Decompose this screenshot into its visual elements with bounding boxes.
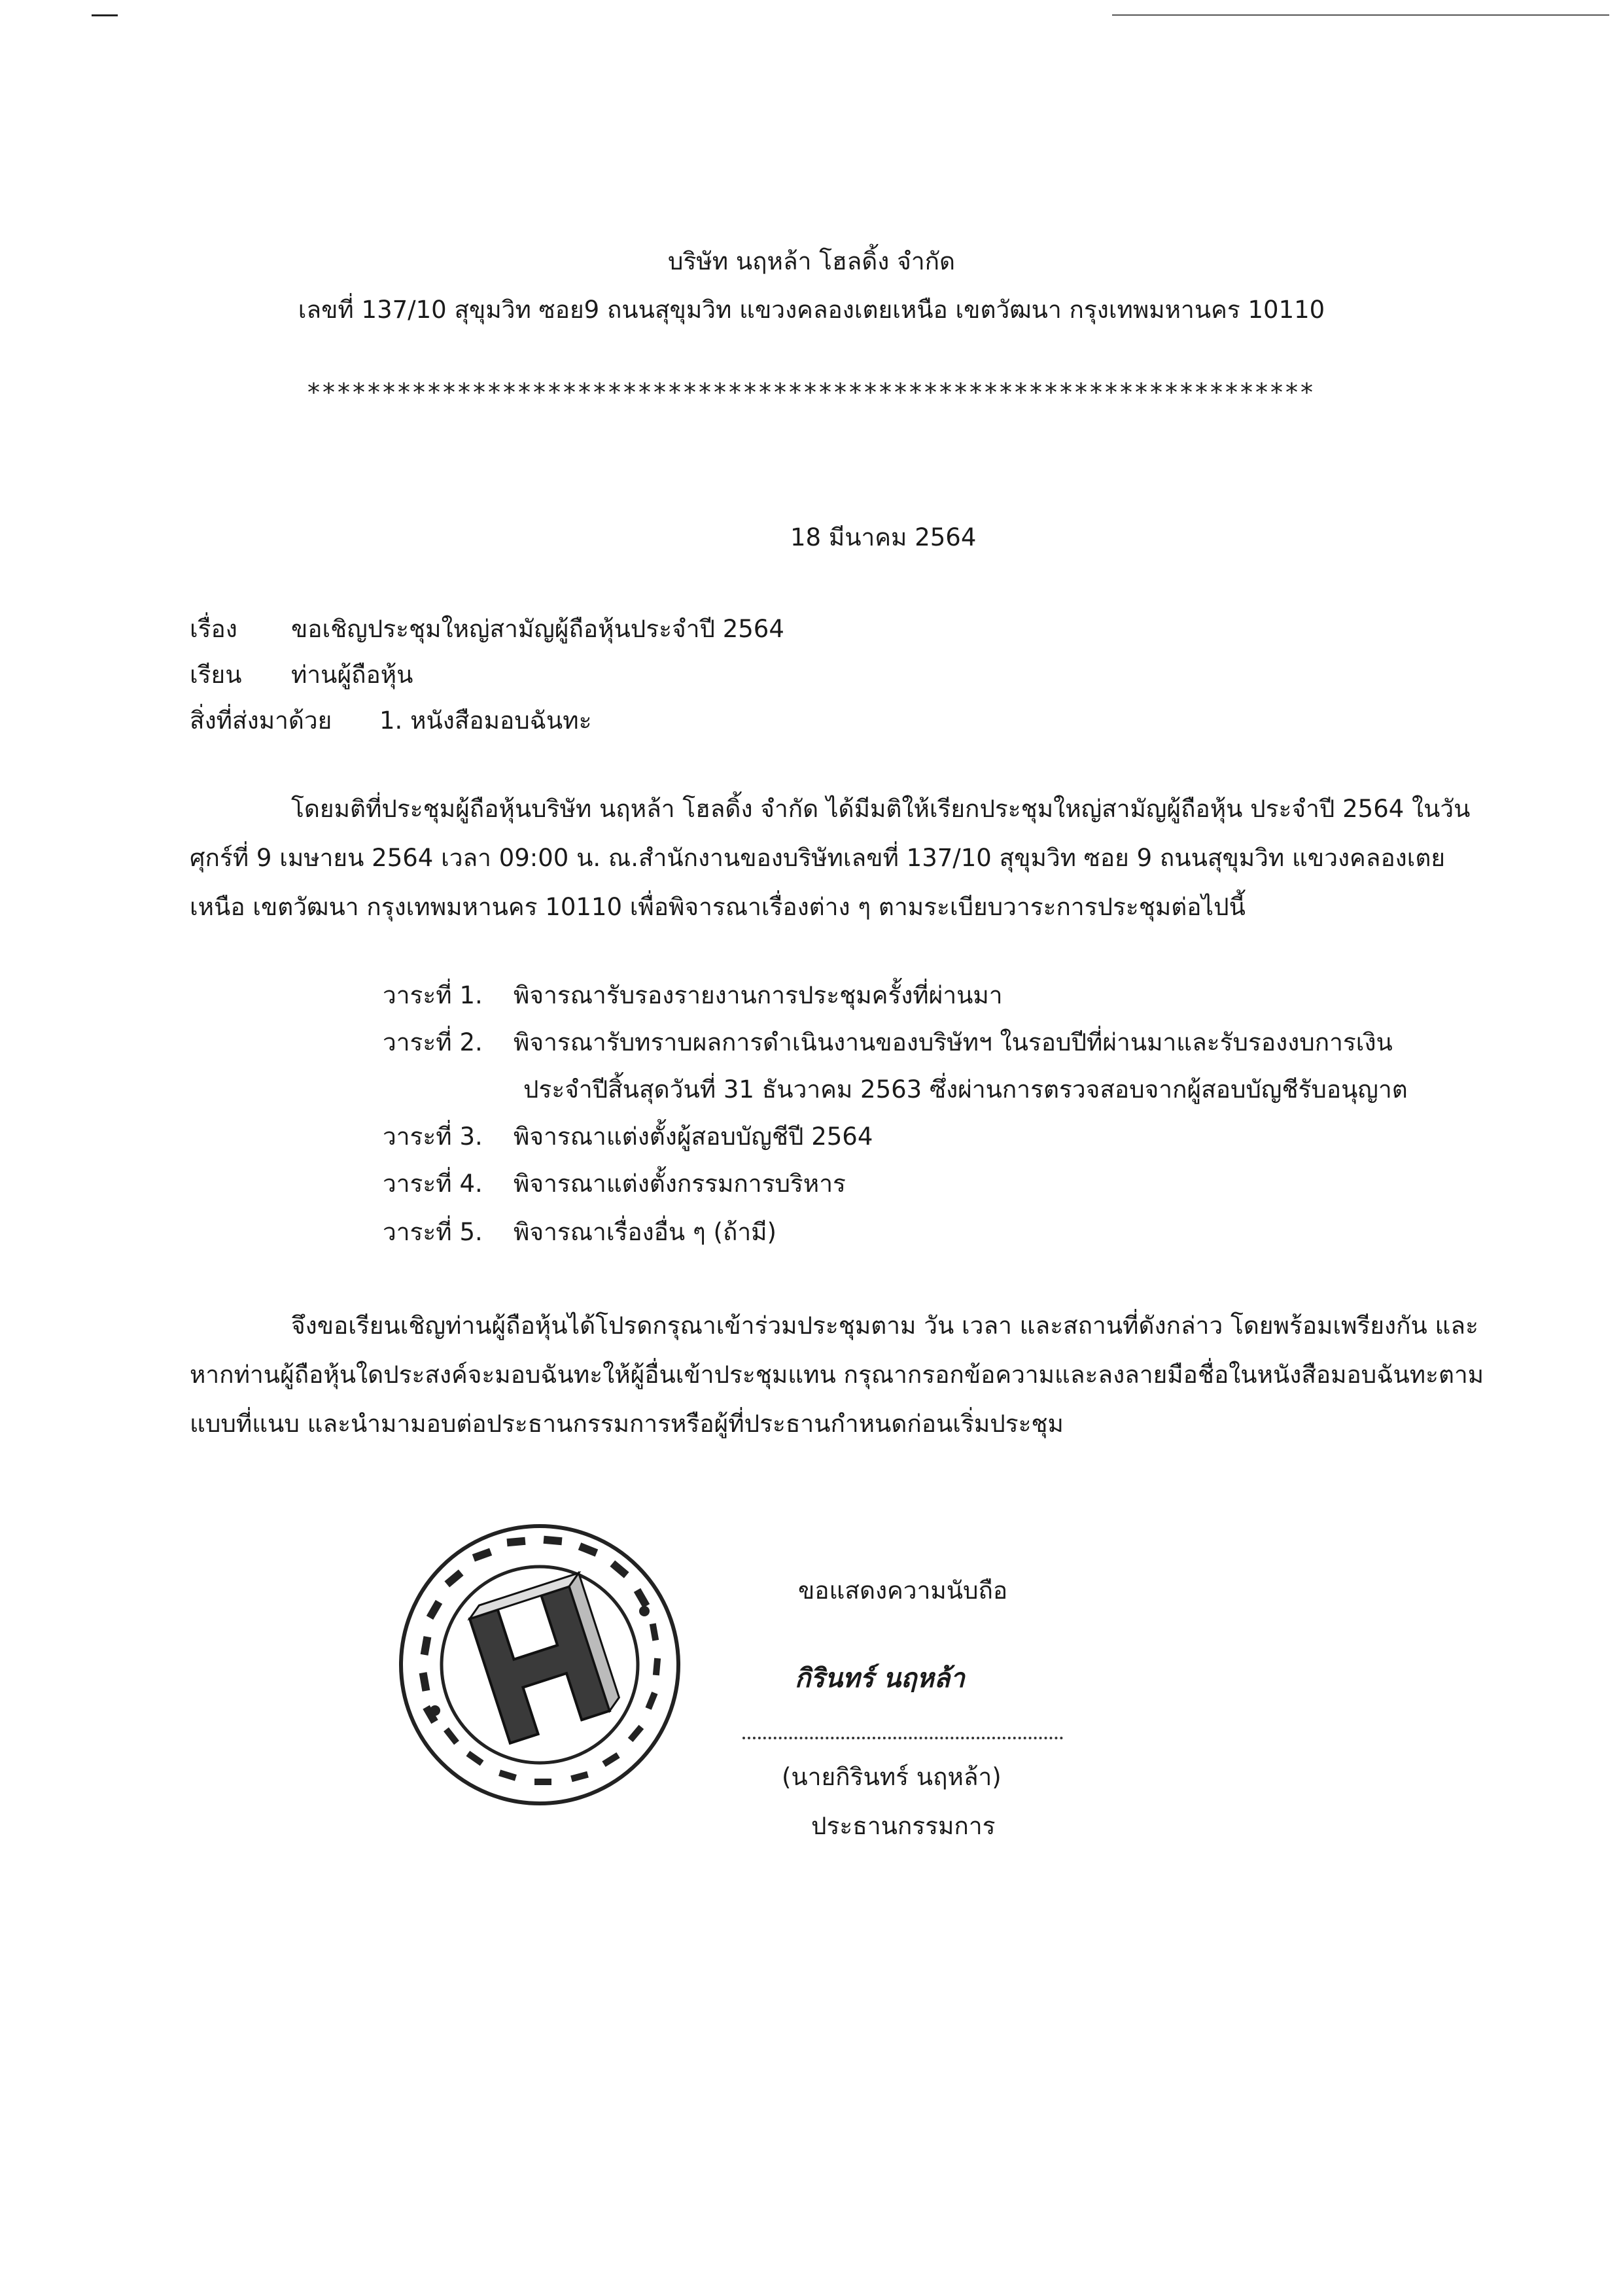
agenda-label-5: วาระที่ 5. bbox=[383, 1218, 483, 1246]
to-label: เรียน bbox=[190, 661, 242, 689]
paragraph-line: โดยมติที่ประชุมผู้ถือหุ้นบริษัท นฤหล้า โฮลดิ้ง จำกัด ได้มีมติให้เรียกประชุมใหญ่สามัญผู้ถือหุ้น ประจำปี 2564 ในวัน bbox=[291, 795, 1471, 823]
signature: กิรินทร์ นฤหล้า bbox=[795, 1663, 965, 1694]
enclosure-label: สิ่งที่ส่งมาด้วย bbox=[190, 706, 332, 735]
agenda-label-2: วาระที่ 2. bbox=[383, 1028, 483, 1056]
letter-date: 18 มีนาคม 2564 bbox=[790, 523, 977, 551]
to-text: ท่านผู้ถือหุ้น bbox=[291, 661, 413, 689]
header-separator: ******************************************************************* bbox=[307, 378, 1316, 407]
signatory-name: (นายกิรินทร์ นฤหล้า) bbox=[782, 1763, 1002, 1791]
agenda-label-4: วาระที่ 4. bbox=[383, 1170, 483, 1198]
enclosure-text: 1. หนังสือมอบฉันทะ bbox=[379, 706, 592, 735]
agenda-text-4: พิจารณาแต่งตั้งกรรมการบริหาร bbox=[514, 1170, 846, 1198]
paragraph-line: แบบที่แนบ และนำมามอบต่อประธานกรรมการหรือผู้ที่ประธานกำหนดก่อนเริ่มประชุม bbox=[190, 1410, 1064, 1438]
paragraph-line: จึงขอเรียนเชิญท่านผู้ถือหุ้นได้โปรดกรุณาเข้าร่วมประชุมตาม วัน เวลา และสถานที่ดังกล่าว โดยพร้อมเพรียงกัน และ bbox=[291, 1312, 1478, 1340]
paragraph-line: ศุกร์ที่ 9 เมษายน 2564 เวลา 09:00 น. ณ.สำนักงานของบริษัทเลขที่ 137/10 สุขุมวิท ซอย 9 ถนนสุขุมวิท แขวงคลองเตย bbox=[190, 844, 1446, 872]
signature-line bbox=[742, 1737, 1063, 1739]
agenda-label-1: วาระที่ 1. bbox=[383, 981, 483, 1009]
scan-artifact-line bbox=[1112, 14, 1609, 16]
agenda-text-2-continued: ประจำปีสิ้นสุดวันที่ 31 ธันวาคม 2563 ซึ่งผ่านการตรวจสอบจากผู้สอบบัญชีรับอนุญาต bbox=[523, 1075, 1408, 1104]
subject-text: ขอเชิญประชุมใหญ่สามัญผู้ถือหุ้นประจำปี 2564 bbox=[291, 615, 784, 643]
closing-regards: ขอแสดงความนับถือ bbox=[798, 1576, 1008, 1605]
paragraph-line: เหนือ เขตวัฒนา กรุงเทพมหานคร 10110 เพื่อพิจารณาเรื่องต่าง ๆ ตามระเบียบวาระการประชุมต่อไปนี้ bbox=[190, 893, 1246, 921]
paragraph-line: หากท่านผู้ถือหุ้นใดประสงค์จะมอบฉันทะให้ผู้อื่นเข้าประชุมแทน กรุณากรอกข้อความและลงลายมือชื่อในหนังสือมอบฉันทะตาม bbox=[190, 1361, 1484, 1389]
company-address: เลขที่ 137/10 สุขุมวิท ซอย9 ถนนสุขุมวิท แขวงคลองเตยเหนือ เขตวัฒนา กรุงเทพมหานคร 10110 bbox=[298, 296, 1325, 324]
agenda-text-2: พิจารณารับทราบผลการดำเนินงานของบริษัทฯ ในรอบปีที่ผ่านมาและรับรองงบการเงิน bbox=[514, 1028, 1393, 1056]
agenda-text-3: พิจารณาแต่งตั้งผู้สอบบัญชีปี 2564 bbox=[514, 1122, 873, 1151]
agenda-text-5: พิจารณาเรื่องอื่น ๆ (ถ้ามี) bbox=[514, 1218, 777, 1246]
company-name: บริษัท นฤหล้า โฮลดิ้ง จำกัด bbox=[667, 247, 956, 275]
scan-artifact-line bbox=[92, 14, 118, 16]
agenda-label-3: วาระที่ 3. bbox=[383, 1122, 483, 1151]
subject-label: เรื่อง bbox=[190, 615, 237, 643]
signatory-title: ประธานกรรมการ bbox=[811, 1812, 996, 1840]
company-seal bbox=[389, 1514, 690, 1815]
agenda-text-1: พิจารณารับรองรายงานการประชุมครั้งที่ผ่านมา bbox=[514, 981, 1003, 1009]
